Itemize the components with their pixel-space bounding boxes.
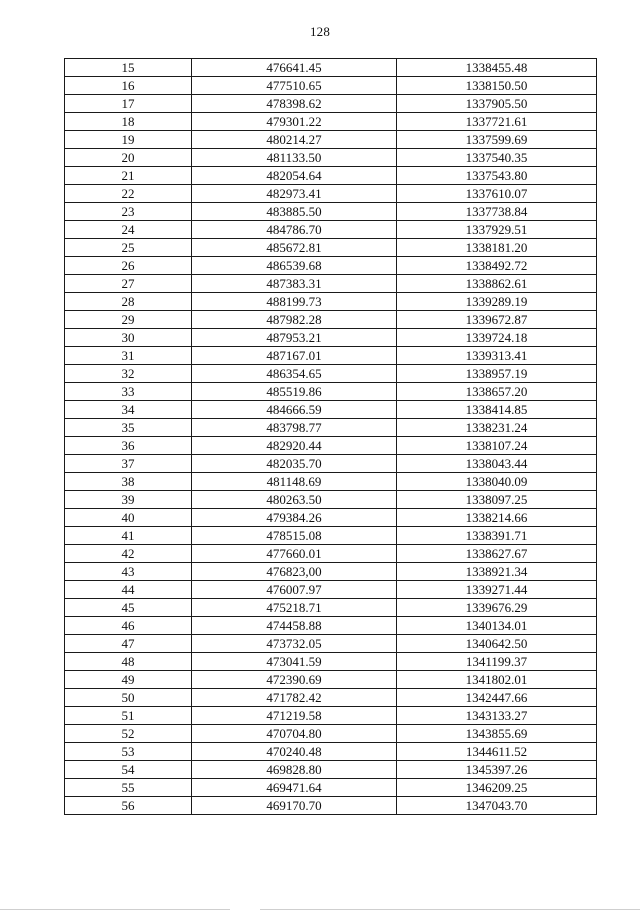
y-coordinate-cell: 1337905.50 (397, 95, 597, 113)
x-coordinate-cell: 469170.70 (192, 797, 397, 815)
x-coordinate-cell: 484666.59 (192, 401, 397, 419)
table-row (65, 545, 597, 563)
y-coordinate-cell: 1345397.26 (397, 761, 597, 779)
coordinates-table-body (65, 59, 597, 815)
y-coordinate-cell: 1338455.48 (397, 59, 597, 77)
y-coordinate-cell: 1338107.24 (397, 437, 597, 455)
point-number-cell: 35 (65, 419, 192, 437)
table-row (65, 509, 597, 527)
table-row (65, 221, 597, 239)
x-coordinate-cell: 487982.28 (192, 311, 397, 329)
table-row (65, 437, 597, 455)
point-number-cell: 34 (65, 401, 192, 419)
point-number-cell: 27 (65, 275, 192, 293)
x-coordinate-cell: 483798.77 (192, 419, 397, 437)
table-row (65, 203, 597, 221)
point-number-cell: 38 (65, 473, 192, 491)
point-number-cell: 33 (65, 383, 192, 401)
y-coordinate-cell: 1337599.69 (397, 131, 597, 149)
x-coordinate-cell: 486354.65 (192, 365, 397, 383)
y-coordinate-cell: 1343855.69 (397, 725, 597, 743)
x-coordinate-cell: 473041.59 (192, 653, 397, 671)
x-coordinate-cell: 487383.31 (192, 275, 397, 293)
table-row (65, 419, 597, 437)
y-coordinate-cell: 1340642.50 (397, 635, 597, 653)
point-number-cell: 36 (65, 437, 192, 455)
table-row (65, 257, 597, 275)
y-coordinate-cell: 1337610.07 (397, 185, 597, 203)
y-coordinate-cell: 1339313.41 (397, 347, 597, 365)
table-row (65, 635, 597, 653)
y-coordinate-cell: 1338040.09 (397, 473, 597, 491)
x-coordinate-cell: 479301.22 (192, 113, 397, 131)
x-coordinate-cell: 482920.44 (192, 437, 397, 455)
x-coordinate-cell: 475218.71 (192, 599, 397, 617)
y-coordinate-cell: 1347043.70 (397, 797, 597, 815)
y-coordinate-cell: 1341199.37 (397, 653, 597, 671)
x-coordinate-cell: 472390.69 (192, 671, 397, 689)
y-coordinate-cell: 1344611.52 (397, 743, 597, 761)
table-row (65, 653, 597, 671)
x-coordinate-cell: 481133.50 (192, 149, 397, 167)
x-coordinate-cell: 485519.86 (192, 383, 397, 401)
point-number-cell: 51 (65, 707, 192, 725)
point-number-cell: 49 (65, 671, 192, 689)
table-row (65, 383, 597, 401)
x-coordinate-cell: 483885.50 (192, 203, 397, 221)
x-coordinate-cell: 487953.21 (192, 329, 397, 347)
table-row (65, 671, 597, 689)
y-coordinate-cell: 1337929.51 (397, 221, 597, 239)
x-coordinate-cell: 481148.69 (192, 473, 397, 491)
point-number-cell: 43 (65, 563, 192, 581)
x-coordinate-cell: 474458.88 (192, 617, 397, 635)
table-row (65, 365, 597, 383)
y-coordinate-cell: 1337540.35 (397, 149, 597, 167)
x-coordinate-cell: 477660.01 (192, 545, 397, 563)
table-row (65, 149, 597, 167)
point-number-cell: 28 (65, 293, 192, 311)
y-coordinate-cell: 1338097.25 (397, 491, 597, 509)
x-coordinate-cell: 488199.73 (192, 293, 397, 311)
point-number-cell: 42 (65, 545, 192, 563)
point-number-cell: 45 (65, 599, 192, 617)
page-number: 128 (309, 24, 331, 39)
table-row (65, 743, 597, 761)
x-coordinate-cell: 480214.27 (192, 131, 397, 149)
x-coordinate-cell: 486539.68 (192, 257, 397, 275)
table-row (65, 689, 597, 707)
table-row (65, 275, 597, 293)
table-row (65, 761, 597, 779)
point-number-cell: 32 (65, 365, 192, 383)
table-row (65, 167, 597, 185)
y-coordinate-cell: 1338043.44 (397, 455, 597, 473)
y-coordinate-cell: 1339672.87 (397, 311, 597, 329)
y-coordinate-cell: 1338957.19 (397, 365, 597, 383)
coordinates-table (64, 58, 597, 815)
table-row (65, 95, 597, 113)
table-row (65, 113, 597, 131)
y-coordinate-cell: 1338214.66 (397, 509, 597, 527)
table-row (65, 401, 597, 419)
y-coordinate-cell: 1341802.01 (397, 671, 597, 689)
table-row (65, 563, 597, 581)
y-coordinate-cell: 1337543.80 (397, 167, 597, 185)
point-number-cell: 30 (65, 329, 192, 347)
point-number-cell: 39 (65, 491, 192, 509)
point-number-cell: 31 (65, 347, 192, 365)
y-coordinate-cell: 1338391.71 (397, 527, 597, 545)
point-number-cell: 56 (65, 797, 192, 815)
point-number-cell: 50 (65, 689, 192, 707)
point-number-cell: 53 (65, 743, 192, 761)
point-number-cell: 20 (65, 149, 192, 167)
x-coordinate-cell: 476007.97 (192, 581, 397, 599)
table-row (65, 527, 597, 545)
x-coordinate-cell: 471219.58 (192, 707, 397, 725)
table-row (65, 599, 597, 617)
y-coordinate-cell: 1338150.50 (397, 77, 597, 95)
y-coordinate-cell: 1338862.61 (397, 275, 597, 293)
x-coordinate-cell: 482973.41 (192, 185, 397, 203)
table-row (65, 329, 597, 347)
x-coordinate-cell: 482035.70 (192, 455, 397, 473)
x-coordinate-cell: 477510.65 (192, 77, 397, 95)
x-coordinate-cell: 470240.48 (192, 743, 397, 761)
point-number-cell: 22 (65, 185, 192, 203)
point-number-cell: 18 (65, 113, 192, 131)
y-coordinate-cell: 1337738.84 (397, 203, 597, 221)
x-coordinate-cell: 480263.50 (192, 491, 397, 509)
point-number-cell: 16 (65, 77, 192, 95)
table-row (65, 473, 597, 491)
point-number-cell: 23 (65, 203, 192, 221)
point-number-cell: 25 (65, 239, 192, 257)
table-row (65, 617, 597, 635)
table-row (65, 455, 597, 473)
x-coordinate-cell: 479384.26 (192, 509, 397, 527)
y-coordinate-cell: 1338627.67 (397, 545, 597, 563)
table-row (65, 779, 597, 797)
point-number-cell: 24 (65, 221, 192, 239)
point-number-cell: 46 (65, 617, 192, 635)
x-coordinate-cell: 482054.64 (192, 167, 397, 185)
point-number-cell: 29 (65, 311, 192, 329)
x-coordinate-cell: 487167.01 (192, 347, 397, 365)
y-coordinate-cell: 1339724.18 (397, 329, 597, 347)
y-coordinate-cell: 1346209.25 (397, 779, 597, 797)
x-coordinate-cell: 478515.08 (192, 527, 397, 545)
y-coordinate-cell: 1338231.24 (397, 419, 597, 437)
point-number-cell: 19 (65, 131, 192, 149)
y-coordinate-cell: 1338492.72 (397, 257, 597, 275)
x-coordinate-cell: 478398.62 (192, 95, 397, 113)
point-number-cell: 15 (65, 59, 192, 77)
y-coordinate-cell: 1339289.19 (397, 293, 597, 311)
point-number-cell: 44 (65, 581, 192, 599)
table-row (65, 311, 597, 329)
scan-edge-line-right (260, 909, 640, 910)
table-row (65, 797, 597, 815)
point-number-cell: 47 (65, 635, 192, 653)
table-row (65, 581, 597, 599)
point-number-cell: 41 (65, 527, 192, 545)
coordinates-table-container (64, 58, 596, 815)
table-row (65, 725, 597, 743)
x-coordinate-cell: 469471.64 (192, 779, 397, 797)
point-number-cell: 21 (65, 167, 192, 185)
y-coordinate-cell: 1343133.27 (397, 707, 597, 725)
point-number-cell: 17 (65, 95, 192, 113)
x-coordinate-cell: 484786.70 (192, 221, 397, 239)
table-row (65, 707, 597, 725)
table-row (65, 491, 597, 509)
x-coordinate-cell: 476823,00 (192, 563, 397, 581)
point-number-cell: 48 (65, 653, 192, 671)
table-row (65, 293, 597, 311)
y-coordinate-cell: 1338657.20 (397, 383, 597, 401)
point-number-cell: 55 (65, 779, 192, 797)
y-coordinate-cell: 1338181.20 (397, 239, 597, 257)
x-coordinate-cell: 476641.45 (192, 59, 397, 77)
y-coordinate-cell: 1339676.29 (397, 599, 597, 617)
x-coordinate-cell: 469828.80 (192, 761, 397, 779)
x-coordinate-cell: 485672.81 (192, 239, 397, 257)
point-number-cell: 52 (65, 725, 192, 743)
table-row (65, 239, 597, 257)
x-coordinate-cell: 471782.42 (192, 689, 397, 707)
x-coordinate-cell: 473732.05 (192, 635, 397, 653)
y-coordinate-cell: 1339271.44 (397, 581, 597, 599)
y-coordinate-cell: 1338921.34 (397, 563, 597, 581)
point-number-cell: 37 (65, 455, 192, 473)
point-number-cell: 26 (65, 257, 192, 275)
table-row (65, 131, 597, 149)
point-number-cell: 54 (65, 761, 192, 779)
y-coordinate-cell: 1337721.61 (397, 113, 597, 131)
table-row (65, 59, 597, 77)
table-row (65, 347, 597, 365)
point-number-cell: 40 (65, 509, 192, 527)
table-row (65, 77, 597, 95)
y-coordinate-cell: 1338414.85 (397, 401, 597, 419)
table-row (65, 185, 597, 203)
y-coordinate-cell: 1340134.01 (397, 617, 597, 635)
y-coordinate-cell: 1342447.66 (397, 689, 597, 707)
scan-edge-line-left (0, 909, 230, 910)
x-coordinate-cell: 470704.80 (192, 725, 397, 743)
